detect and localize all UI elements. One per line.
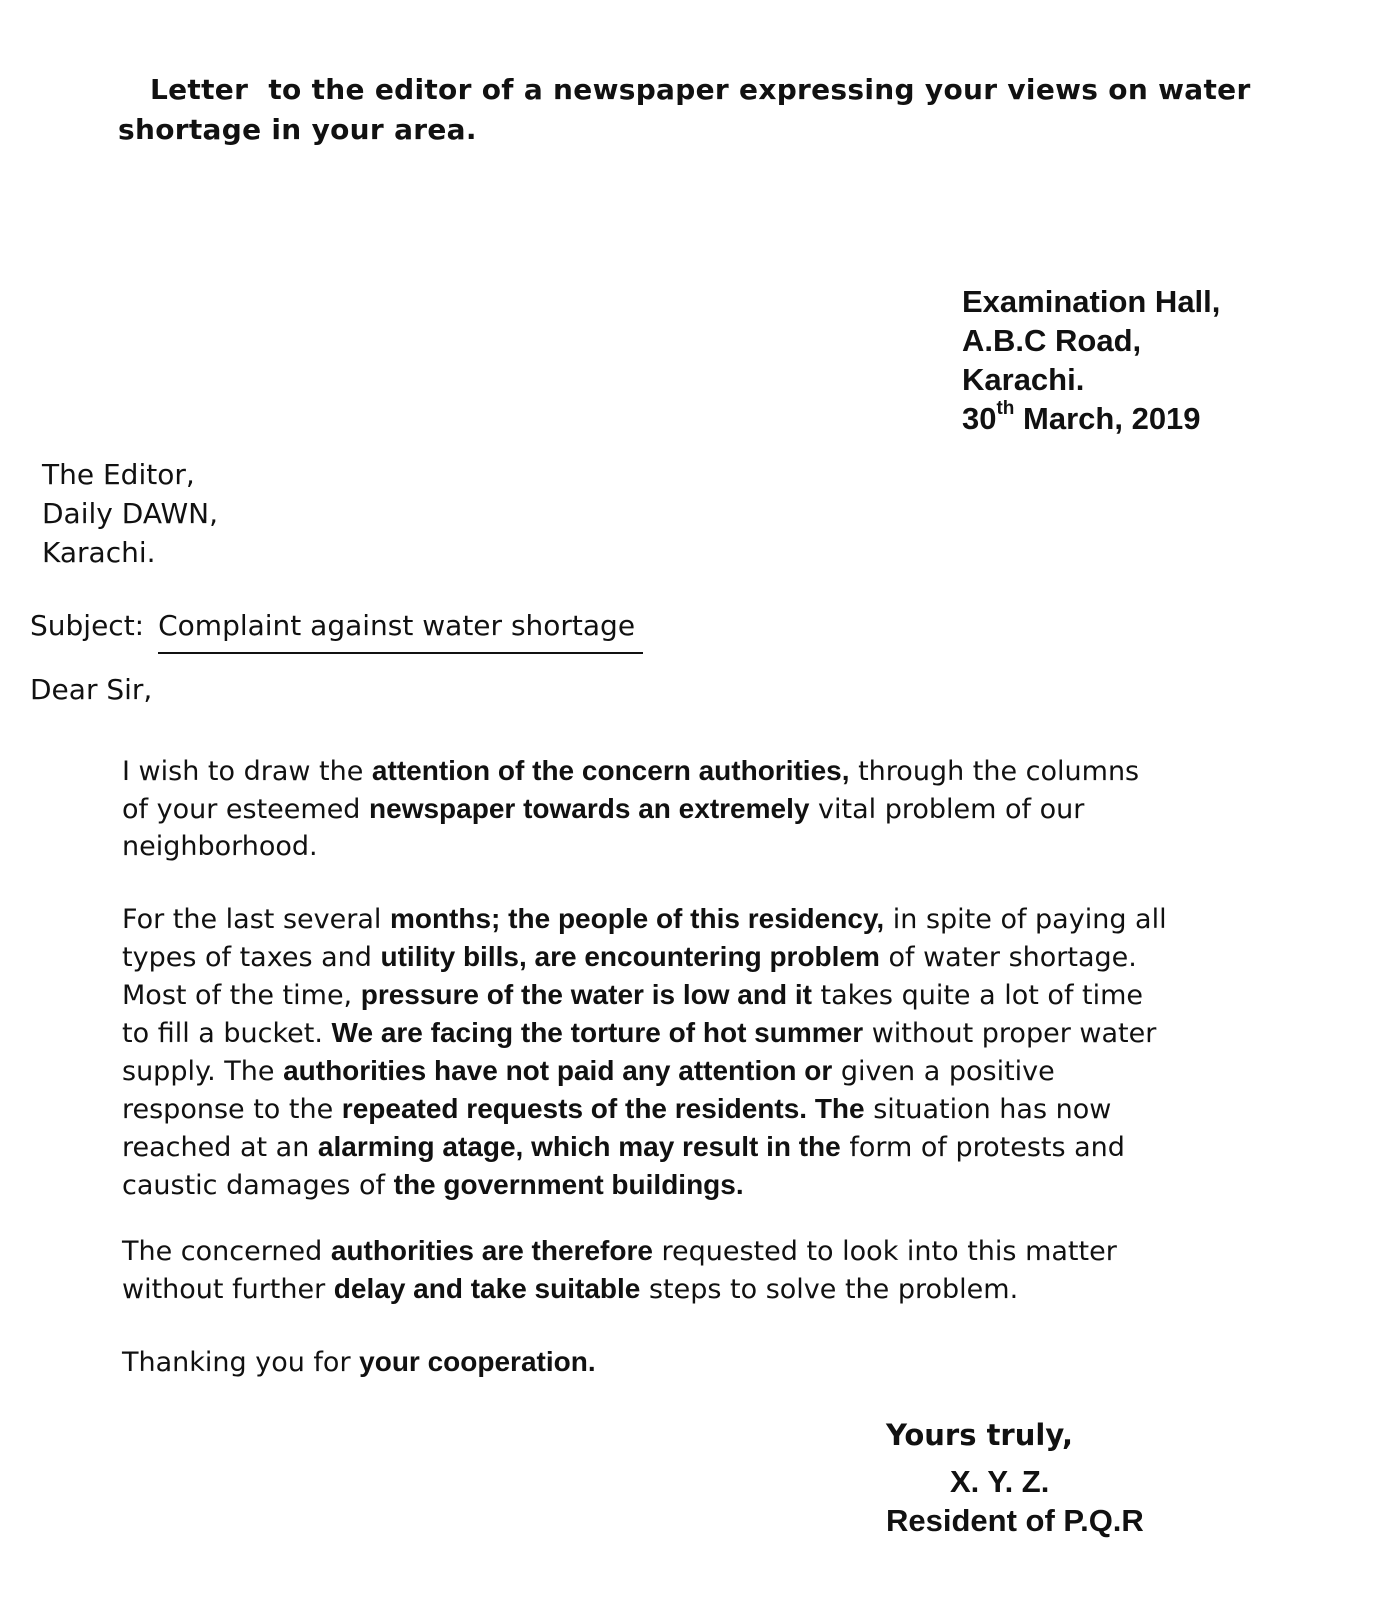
text-run: caustic damages of — [122, 1170, 394, 1201]
text-run: Most of the time, — [122, 980, 361, 1011]
text-run: reached at an — [122, 1132, 318, 1163]
paragraph-1-line-2 — [122, 790, 1332, 828]
subject-label: Subject: — [30, 609, 145, 642]
text-run: in spite of paying all — [884, 904, 1167, 935]
paragraph-2-line-5 — [122, 1052, 1332, 1090]
closing: Yours truly, — [886, 1418, 1073, 1452]
bold-run: pressure of the water is low and it — [360, 979, 812, 1010]
paragraph-3 — [122, 1232, 1332, 1308]
title-line-1-rest: to the editor of a newspaper expressing your views on water — [268, 73, 1251, 106]
salutation: Dear Sir, — [30, 673, 153, 706]
text-run: supply. The — [122, 1056, 284, 1087]
sender-address-line-2: A.B.C Road, — [962, 323, 1142, 358]
paragraph-2-line-1 — [122, 900, 1332, 938]
date-suffix: th — [996, 397, 1015, 419]
letter-date — [962, 399, 1220, 438]
text-run: to fill a bucket. — [122, 1018, 332, 1049]
recipient-line-1: The Editor, — [42, 458, 195, 491]
text-run: response to the — [122, 1094, 342, 1125]
title-first-word: Letter — [150, 73, 249, 106]
bold-run: the government buildings. — [393, 1169, 744, 1200]
paragraph-1-line-3: neighborhood. — [122, 831, 318, 862]
bold-run: We are facing the torture of hot summer — [331, 1017, 864, 1048]
text-run: without further — [122, 1274, 334, 1305]
text-run: through the columns — [849, 756, 1140, 787]
paragraph-4-line-1 — [122, 1343, 1332, 1381]
paragraph-4 — [122, 1343, 1332, 1381]
bold-run: delay and take suitable — [333, 1273, 641, 1304]
bold-run: your cooperation. — [359, 1346, 596, 1377]
bold-run: attention of the concern authorities, — [371, 755, 850, 786]
text-run: steps to solve the problem. — [640, 1274, 1019, 1305]
title-line-1 — [118, 70, 1348, 110]
sender-address-line-1: Examination Hall, — [962, 284, 1221, 319]
paragraph-2-line-4 — [122, 1014, 1332, 1052]
text-run: For the last several — [122, 904, 390, 935]
text-run: I wish to draw the — [122, 756, 372, 787]
title-line-2: shortage in your area. — [118, 113, 477, 146]
bold-run: repeated requests of the residents. The — [341, 1093, 865, 1124]
subject-text: Complaint against water shortage — [158, 608, 643, 654]
text-run: vital problem of our — [809, 794, 1085, 825]
text-run: Thanking you for — [122, 1347, 360, 1378]
text-run: without proper water — [863, 1018, 1157, 1049]
paragraph-2-line-6 — [122, 1090, 1332, 1128]
text-run: form of protests and — [840, 1132, 1125, 1163]
paragraph-2 — [122, 900, 1332, 1204]
paragraph-2-line-7 — [122, 1128, 1332, 1166]
paragraph-3-line-2 — [122, 1270, 1332, 1308]
text-run: The concerned — [122, 1236, 331, 1267]
bold-run: alarming atage, which may result in the — [317, 1131, 841, 1162]
text-run: takes quite a lot of time — [811, 980, 1144, 1011]
paragraph-2-line-8 — [122, 1166, 1332, 1204]
subject-line — [30, 608, 643, 654]
paragraph-1-line-1 — [122, 752, 1332, 790]
signer-role: Resident of P.Q.R — [886, 1503, 1144, 1538]
text-run: of your esteemed — [122, 794, 370, 825]
bold-run: authorities have not paid any attention or — [283, 1055, 833, 1086]
text-run: types of taxes and — [122, 942, 381, 973]
sender-address-line-3: Karachi. — [962, 362, 1085, 397]
text-run: situation has now — [864, 1094, 1112, 1125]
text-run: given a positive — [832, 1056, 1055, 1087]
recipient-line-3: Karachi. — [42, 536, 156, 569]
paragraph-2-line-2 — [122, 938, 1332, 976]
text-run: of water shortage. — [879, 942, 1137, 973]
bold-run: newspaper towards an extremely — [369, 793, 810, 824]
text-run: requested to look into this matter — [652, 1236, 1117, 1267]
paragraph-2-line-3 — [122, 976, 1332, 1014]
paragraph-3-line-1 — [122, 1232, 1332, 1270]
bold-run: authorities are therefore — [330, 1235, 653, 1266]
letter-title — [118, 70, 1348, 150]
recipient-line-2: Daily DAWN, — [42, 497, 218, 530]
sender-address — [962, 282, 1220, 438]
recipient-address — [42, 455, 218, 572]
signer-name: X. Y. Z. — [950, 1464, 1050, 1499]
date-day: 30 — [962, 401, 997, 436]
paragraph-1 — [122, 752, 1332, 865]
bold-run: utility bills, are encountering problem — [380, 941, 880, 972]
date-rest: March, 2019 — [1023, 401, 1201, 436]
bold-run: months; the people of this residency, — [389, 903, 885, 934]
